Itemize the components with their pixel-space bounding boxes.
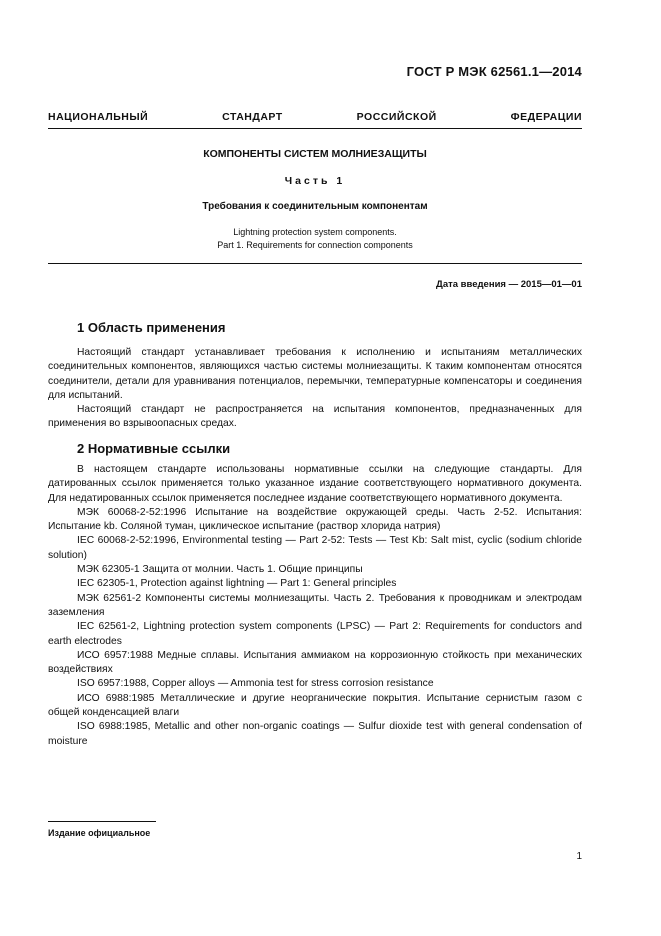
section-1-heading: 1 Область применения xyxy=(77,320,226,335)
section-1-body xyxy=(48,346,582,432)
standard-code: ГОСТ Р МЭК 62561.1—2014 xyxy=(406,64,582,79)
reference-item: МЭК 60068-2-52:1996 Испытание на воздействие окружающей среды. Часть 2-52. Испытания: Испытание kb. Соляной туман, циклическое испытание (раствор хлорида натрия) xyxy=(48,506,582,533)
reference-item: МЭК 62305-1 Защита от молнии. Часть 1. Общие принципы xyxy=(77,564,363,576)
reference-item: ISO 6957:1988, Copper alloys — Ammonia test for stress corrosion resistance xyxy=(77,678,434,690)
paragraph: Настоящий стандарт не распространяется на испытания компонентов, предназначенных для применения во взрывоопасных средах. xyxy=(48,404,582,430)
section-2-body xyxy=(48,463,582,749)
document-subtitle: Требования к соединительным компонентам xyxy=(202,201,428,212)
section-2-heading: 2 Нормативные ссылки xyxy=(77,441,231,456)
paragraph: В настоящем стандарте использованы нормативные ссылки на следующие стандарты. Для датированных ссылок применяется только указанное издание соответствующего нормативного документа. Для недатированных ссылок применяется последнее издание соответствующего нормативного документа. xyxy=(48,464,582,504)
reference-item: ИСО 6957:1988 Медные сплавы. Испытания аммиаком на коррозионную стойкость при механических воздействиях xyxy=(48,649,582,676)
reference-item: IEC 62305-1, Protection against lightning — Part 1: General principles xyxy=(77,578,397,590)
footer-divider xyxy=(48,821,156,822)
reference-item: IEC 60068-2-52:1996, Environmental testing — Part 2-52: Tests — Test Kb: Salt mist, cyclic (sodium chloride solution) xyxy=(48,535,582,561)
english-title-line-1: Lightning protection system components. xyxy=(233,227,397,237)
page-number: 1 xyxy=(576,851,582,862)
title-divider xyxy=(48,263,582,264)
reference-item: МЭК 62561-2 Компоненты системы молниезащиты. Часть 2. Требования к проводникам и электродам заземления xyxy=(48,592,582,618)
reference-item: IEC 62561-2, Lightning protection system components (LPSC) — Part 2: Requirements for conductors and earth electrodes xyxy=(48,621,582,647)
national-standard-banner: НАЦИОНАЛЬНЫЙ СТАНДАРТ РОССИЙСКОЙ ФЕДЕРАЦИИ xyxy=(48,111,582,123)
document-title: КОМПОНЕНТЫ СИСТЕМ МОЛНИЕЗАЩИТЫ xyxy=(203,148,427,160)
english-title-line-2: Part 1. Requirements for connection components xyxy=(217,240,413,250)
edition-label: Издание официальное xyxy=(48,828,151,838)
paragraph: Настоящий стандарт устанавливает требования к исполнению и испытаниям металлических соединительных компонентов, являющихся частью системы молниезащиты. К таким компонентам относятся соединители, детали для уравнивания потенциалов, перемычки, температурные компенсаторы и соединения для испытаний. xyxy=(48,347,582,401)
reference-item: ИСО 6988:1985 Металлические и другие неорганические покрытия. Испытание сернистым газом с общей конденсацией влаги xyxy=(48,692,582,719)
introduction-date: Дата введения — 2015—01—01 xyxy=(436,279,582,290)
reference-item: ISO 6988:1985, Metallic and other non-organic coatings — Sulfur dioxide test with general condensation of moisture xyxy=(48,721,582,747)
part-label: Часть 1 xyxy=(284,175,346,187)
header-divider xyxy=(48,128,582,129)
